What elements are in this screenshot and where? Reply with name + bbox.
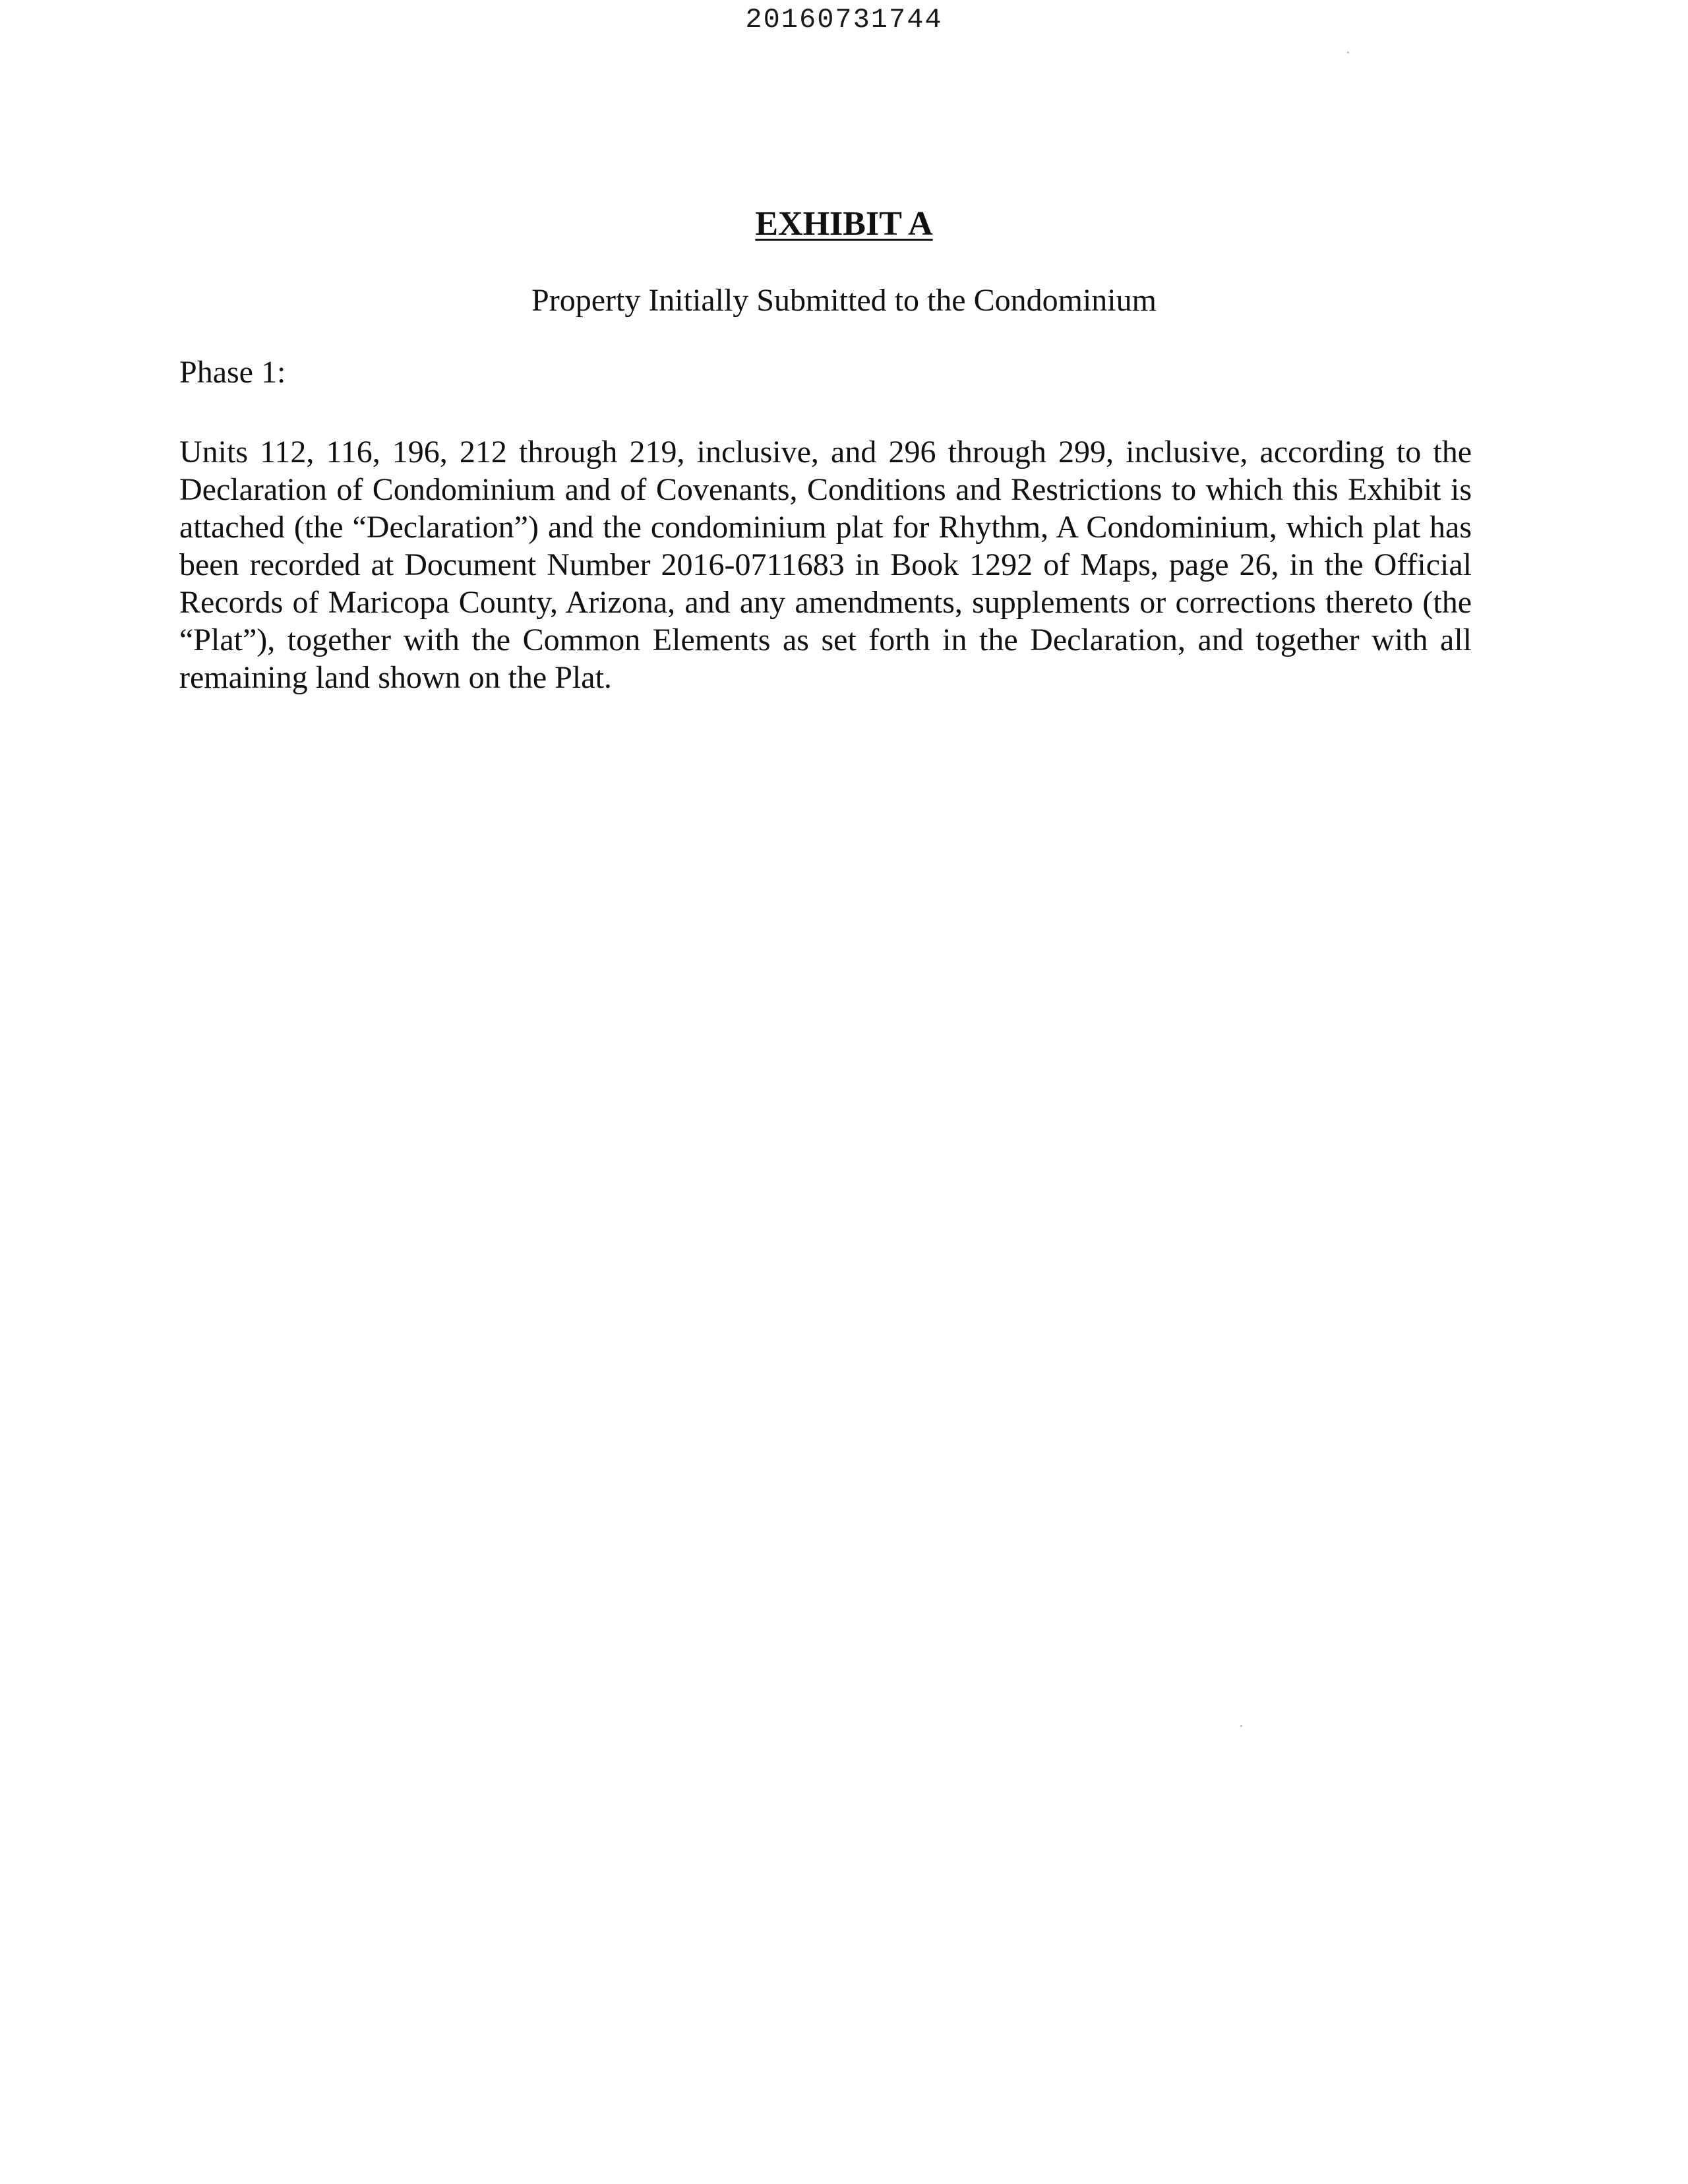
exhibit-subtitle: Property Initially Submitted to the Condominium [531, 283, 1157, 318]
scan-speck [1240, 1725, 1242, 1727]
exhibit-title: EXHIBIT A [755, 205, 933, 243]
recording-number: 20160731744 [745, 4, 943, 36]
phase-label: Phase 1: [179, 355, 286, 390]
legal-description-paragraph: Units 112, 116, 196, 212 through 219, inclusive, and 296 through 299, inclusive, according to the Declaration of Condominium and of Covenants, Conditions and Restrictions to which this Exhibit is attached (the “Declaration”) and the condominium plat for Rhythm, A Condominium, which plat has been recorded at Document Number 2016-0711683 in Book 1292 of Maps, page 26, in the Official Records of Maricopa County, Arizona, and any amendments, supplements or corrections thereto (the “Plat”), together with the Common Elements as set forth in the Declaration, and together with all remaining land shown on the Plat. [179, 435, 1472, 695]
scan-speck [1347, 51, 1349, 53]
